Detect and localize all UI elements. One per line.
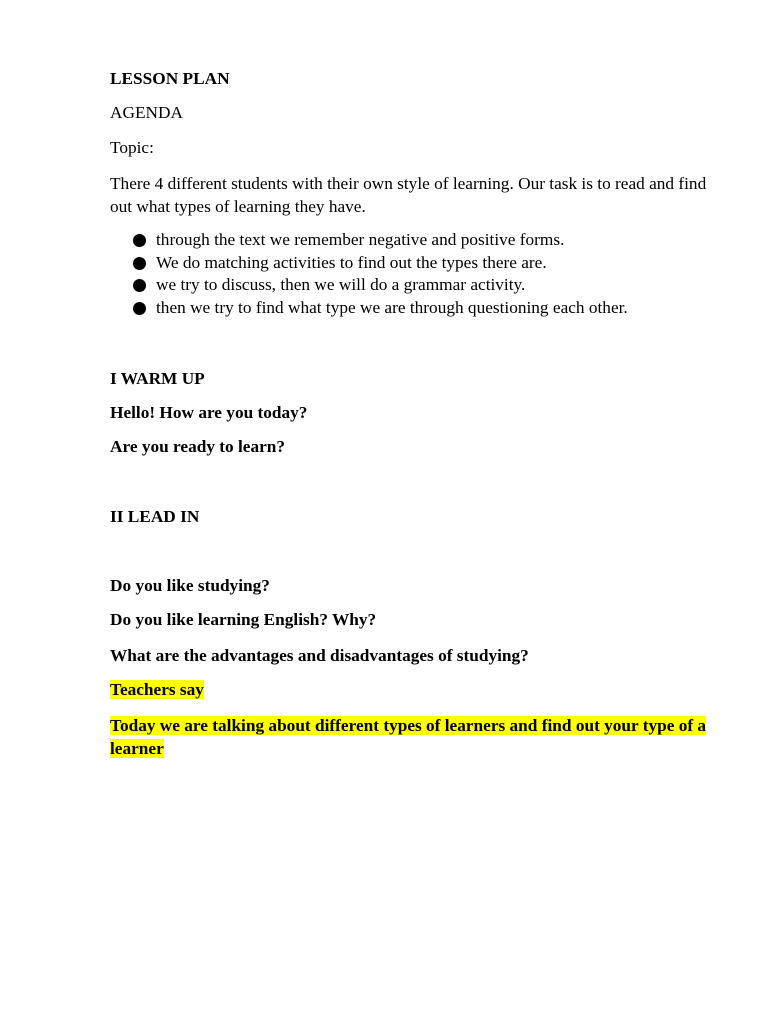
agenda-label: AGENDA bbox=[110, 103, 183, 122]
warm-up-heading: I WARM UP bbox=[110, 369, 205, 388]
bullet-dot-icon bbox=[133, 257, 146, 270]
highlighted-text: Teachers say bbox=[110, 680, 204, 699]
lead-in-heading: II LEAD IN bbox=[110, 507, 200, 526]
lead-in-question-english: Do you like learning English? Why? bbox=[110, 610, 377, 629]
lead-in-question-studying: Do you like studying? bbox=[110, 576, 270, 595]
warm-up-greeting: Hello! How are you today? bbox=[110, 403, 308, 422]
highlighted-text: Today we are talking about different types of learners and find out your type of a learner bbox=[110, 716, 707, 758]
lesson-plan-title: LESSON PLAN bbox=[110, 69, 230, 88]
agenda-bullet-list bbox=[132, 229, 628, 320]
bullet-item bbox=[132, 252, 628, 275]
topic-label: Topic: bbox=[110, 138, 154, 157]
teachers-say-label bbox=[110, 679, 204, 701]
lead-in-question-advantages: What are the advantages and disadvantages of studying? bbox=[110, 646, 529, 665]
bullet-text: We do matching activities to find out the types there are. bbox=[156, 252, 547, 272]
bullet-dot-icon bbox=[133, 234, 146, 247]
bullet-dot-icon bbox=[133, 279, 146, 292]
intro-paragraph: There 4 different students with their own style of learning. Our task is to read and find out what types of learning they have. bbox=[110, 174, 707, 216]
bullet-item bbox=[132, 274, 628, 297]
bullet-text: then we try to find what type we are through questioning each other. bbox=[156, 298, 628, 318]
bullet-text: we try to discuss, then we will do a grammar activity. bbox=[156, 275, 526, 295]
bullet-item bbox=[132, 229, 628, 252]
warm-up-ready-question: Are you ready to learn? bbox=[110, 437, 286, 456]
bullet-item bbox=[132, 297, 628, 320]
bullet-dot-icon bbox=[133, 302, 146, 315]
bullet-text: through the text we remember negative and positive forms. bbox=[156, 230, 565, 249]
teachers-statement bbox=[110, 714, 710, 760]
